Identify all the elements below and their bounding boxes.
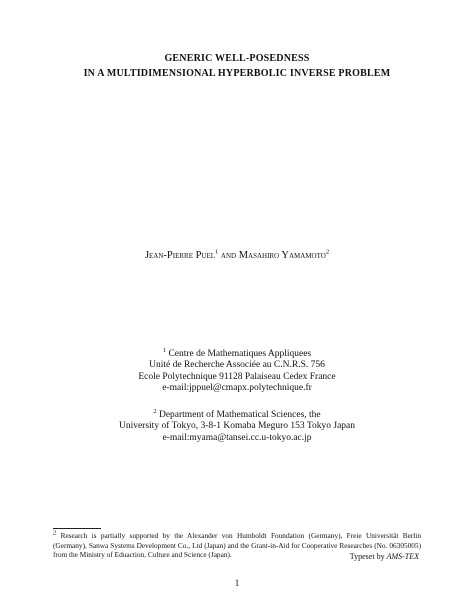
affiliation-2: [0, 407, 474, 444]
typeset-prefix: Typeset by: [349, 552, 387, 561]
footnote-mark: 2: [53, 529, 57, 537]
affiliation-1-line-1: $^1$ Centre de Mathematiques Appliquees: [162, 346, 312, 359]
paper-title-line-1: GENERIC WELL-POSEDNESS: [164, 53, 310, 64]
affiliation-2-mark: 2: [153, 407, 157, 415]
typeset-note: [350, 552, 419, 561]
author-line: [0, 250, 474, 261]
author-2-name: Masahiro Yamamoto: [238, 250, 326, 261]
paper-title-line-2: IN A MULTIDIMENSIONAL HYPERBOLIC INVERSE PROBLEM: [83, 68, 391, 79]
author-1-mark: 1: [215, 248, 219, 256]
affiliation-1-line-3: Ecole Polytechnique 91128 Palaiseau Cedex France: [138, 371, 336, 382]
affiliation-2-line-1: $^2$ Department of Mathematical Sciences, the: [153, 407, 321, 420]
affiliation-1-mark: 1: [162, 346, 167, 354]
affiliation-1-line-2: Unité de Recherche Associée au C.N.R.S. 756: [149, 360, 325, 371]
author-conjunction: and: [218, 250, 239, 261]
footnote-rule: [53, 528, 101, 529]
ams-tex-logo: AMS-TEX: [386, 552, 419, 561]
author-1-name: Jean-Pierre Puel: [144, 250, 216, 261]
affiliation-1: [0, 346, 474, 394]
affiliation-2-email: e-mail:myama@tansei.cc.u-tokyo.ac.jp: [162, 432, 312, 443]
page-number: 1: [234, 578, 240, 588]
author-2-mark: 2: [325, 248, 330, 256]
affiliation-2-line-2: University of Tokyo, 3-8-1 Komaba Meguro 153 Tokyo Japan: [118, 421, 356, 432]
affiliation-1-email: e-mail:jppuel@cmapx.polytechnique.fr: [162, 382, 312, 393]
footnote-text: Research is partially supported by the Alexander von Humboldt Foundation (Germany), Freie Universität Berlin (Germany), Sanwa Systems Development Co., Ltd (Japan) and the Grant-in-Aid for Cooperative Researches (No. 06305005) from the Ministry of Eduaction, Culture and Science (Japan).: [53, 531, 421, 560]
